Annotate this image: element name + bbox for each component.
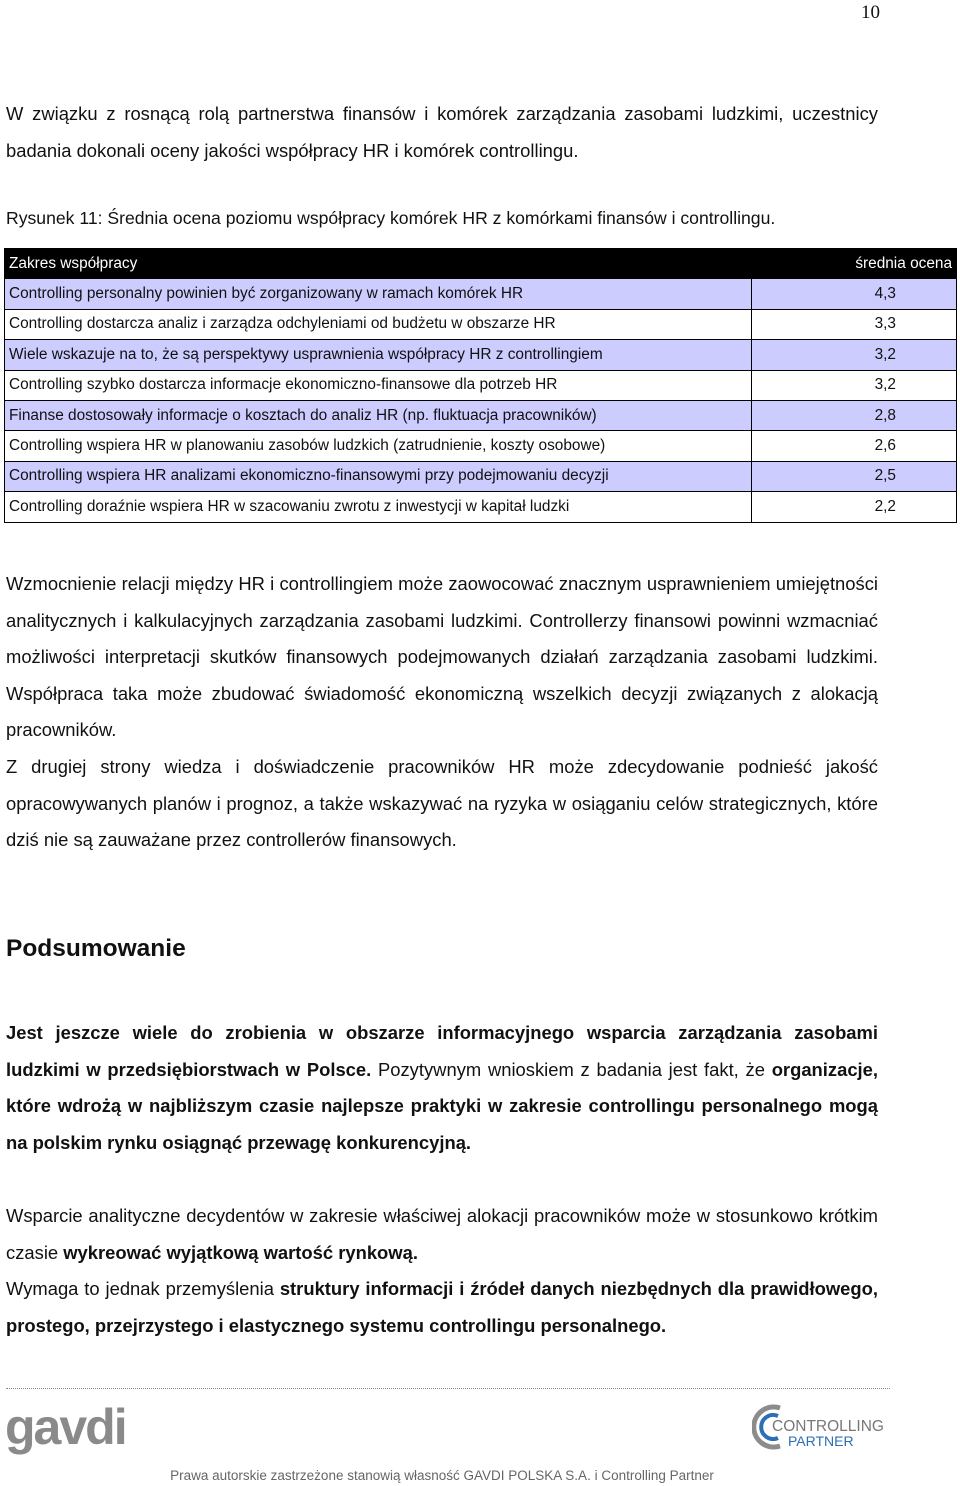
table-row [5,431,957,461]
cooperation-table [4,248,957,523]
section-heading: Podsumowanie [6,935,186,962]
page-number: 10 [861,2,880,23]
row-value: 2,8 [752,400,957,430]
header-average: średnia ocena [752,249,957,279]
cp-logo-line1: CONTROLLING [772,1418,884,1435]
table-row [5,309,957,339]
row-value: 4,3 [752,279,957,309]
header-scope: Zakres współpracy [5,249,752,279]
controlling-partner-logo [752,1400,887,1452]
cp-logo-line2: PARTNER [788,1433,854,1449]
intro-paragraph: W związku z rosnącą rolą partnerstwa finansów i komórek zarządzania zasobami ludzkimi, uczestnicy badania dokonali oceny jakości współpracy HR i komórek controllingu. [6,103,878,161]
row-value: 3,2 [752,370,957,400]
gavdi-logo [5,1400,155,1456]
summary-bold-3: wykreować wyjątkową wartość rynkową. [63,1241,418,1263]
table-row [5,279,957,309]
table-row [5,340,957,370]
body-paragraph-2: Z drugiej strony wiedza i doświadczenie pracowników HR może zdecydowanie podnieść jakość opracowywanych planów i prognoz, a także wskazywać na ryzyka w osiąganiu celów strategicznych, które dziś nie są zauważane przez controllerów finansowych. [6,756,878,850]
row-label: Controlling personalny powinien być zorganizowany w ramach komórek HR [5,279,752,309]
row-label: Controlling szybko dostarcza informacje ekonomiczno-finansowe dla potrzeb HR [5,370,752,400]
row-value: 3,3 [752,309,957,339]
summary-bold-1: Jest jeszcze wiele do zrobienia w obszarze informacyjnego wsparcia zarządzania zasobami ludzkimi w przedsiębiorstwach w Polsce. [6,1022,878,1080]
summary-bold-4: struktury informacji i źródeł danych niezbędnych dla prawidłowego, prostego, przejrzystego i elastycznego systemu controllingu personalnego. [6,1278,878,1336]
summary-text-1: Pozytywnym wnioskiem z badania jest fakt, że [371,1058,772,1080]
table-row [5,461,957,491]
table-row [5,370,957,400]
summary-paragraph-1 [6,1015,878,1161]
row-label: Finanse dostosowały informacje o kosztach do analiz HR (np. fluktuacja pracowników) [5,400,752,430]
row-label: Controlling wspiera HR analizami ekonomiczno-finansowymi przy podejmowaniu decyzji [5,461,752,491]
summary-text-2: Wsparcie analityczne decydentów w zakresie właściwej alokacji pracowników może w stosunkowo krótkim czasie [6,1205,878,1263]
row-value: 2,6 [752,431,957,461]
copyright-notice: Prawa autorskie zastrzeżone stanowią własność GAVDI POLSKA S.A. i Controlling Partner [170,1468,714,1483]
summary-text-3: Wymaga to jednak przemyślenia [6,1278,280,1299]
row-value: 2,2 [752,492,957,522]
figure-caption: Rysunek 11: Średnia ocena poziomu współpracy komórek HR z komórkami finansów i controllingu. [6,208,776,228]
table-header-row [5,249,957,279]
row-label: Wiele wskazuje na to, że są perspektywy usprawnienia współpracy HR z controllingiem [5,340,752,370]
row-label: Controlling dostarcza analiz i zarządza odchyleniami od budżetu w obszarze HR [5,309,752,339]
summary-paragraph-2 [6,1198,878,1271]
footer-divider [6,1388,890,1389]
body-paragraph-1: Wzmocnienie relacji między HR i controllingiem może zaowocować znacznym usprawnieniem umiejętności analitycznych i kalkulacyjnych zarządzania zasobami ludzkimi. Controllerzy finansowi powinni wzmacniać możliwości interpretacji skutków finansowych podejmowanych działań zarządzania zasobami ludzkimi. Współpraca taka może zbudować świadomość ekonomiczną wszelkich decyzji związanych z alokacją pracowników. [6,573,878,740]
summary-paragraph-3 [6,1271,878,1344]
summary-bold-2: organizacje, które wdrożą w najbliższym czasie najlepsze praktyki w zakresie controllingu personalnego mogą na polskim rynku osiągnąć przewagę konkurencyjną. [6,1058,878,1153]
gavdi-logo-text: gavdi [5,1400,126,1455]
table-row [5,400,957,430]
row-value: 3,2 [752,340,957,370]
row-label: Controlling wspiera HR w planowaniu zasobów ludzkich (zatrudnienie, koszty osobowe) [5,431,752,461]
row-value: 2,5 [752,461,957,491]
row-label: Controlling doraźnie wspiera HR w szacowaniu zwrotu z inwestycji w kapitał ludzki [5,492,752,522]
table-row [5,492,957,522]
